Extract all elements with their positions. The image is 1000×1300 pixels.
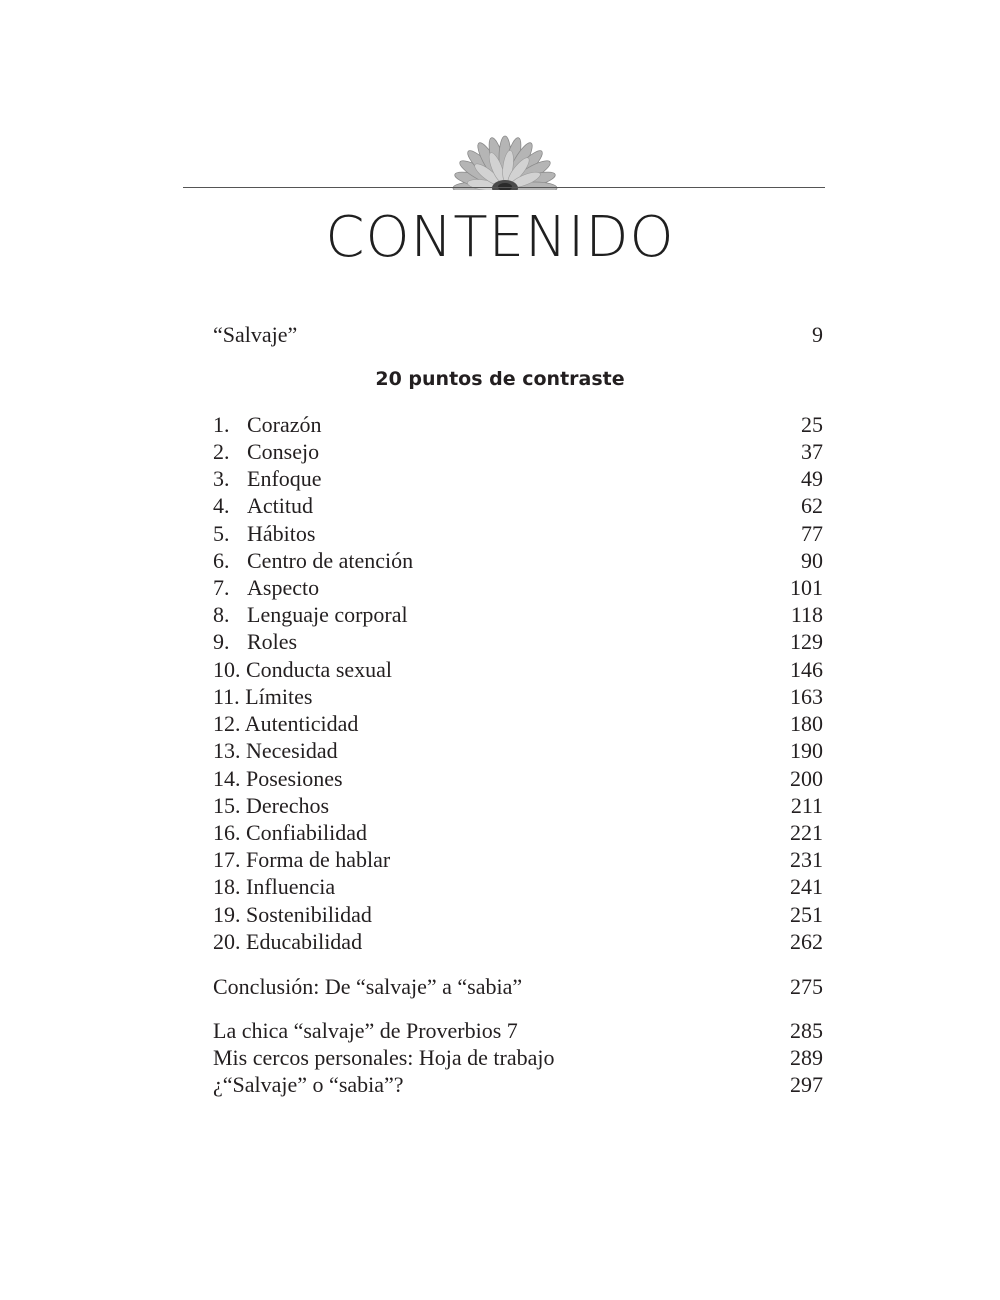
toc-entry-chapter [213,737,823,764]
toc-entry-label: Posesiones [246,766,343,791]
toc-entry-page: 37 [801,439,823,464]
toc-entry-chapter [213,683,823,710]
toc-entry-chapter [213,411,823,438]
toc-entry-page: 163 [790,684,823,709]
toc-entry-number: 7. [213,575,230,600]
toc-entry-chapter [213,465,823,492]
toc-entry-page: 251 [790,902,823,927]
toc-entry-number: 11. [213,684,240,709]
toc-entry-number: 2. [213,439,230,464]
toc-entry-chapter [213,656,823,683]
toc-entry-chapter [213,792,823,819]
toc-entry-chapter [213,628,823,655]
toc-entry-chapter [213,520,823,547]
toc-entry-appendix [213,1017,823,1044]
toc-entry-label: Confiabilidad [246,820,367,845]
toc-entry-label: Corazón [247,412,322,437]
toc-entry-label: Conducta sexual [246,657,393,682]
toc-entry-page: 62 [801,493,823,518]
toc-entry-page: 289 [790,1045,823,1070]
toc-entry-page: 200 [790,766,823,791]
toc-entry-number: 14. [213,766,241,791]
toc-entry-appendix [213,1044,823,1071]
toc-entry-page: 129 [790,629,823,654]
toc-entry-chapter [213,819,823,846]
page-title: CONTENIDO [325,205,675,270]
toc-entry-page: 180 [790,711,823,736]
toc-entry-page: 118 [790,602,823,627]
toc-entry-chapter [213,574,823,601]
toc-entry-label: Límites [245,684,313,709]
toc-entry-label: Conclusión: De “salvaje” a “sabia” [213,974,523,999]
toc-entry-number: 10. [213,657,241,682]
toc-entry-page: 49 [801,466,823,491]
toc-entry-page: 297 [790,1072,823,1097]
toc-entry-page: 231 [790,847,823,872]
toc-entry-page: 285 [790,1018,823,1043]
toc-entry-chapter [213,765,823,792]
toc-entry-number: 15. [213,793,241,818]
toc-entry-label: Influencia [246,874,336,899]
toc-entry-number: 1. [213,412,230,437]
toc-entry-label: Sostenibilidad [246,902,372,927]
toc-entry-label: “Salvaje” [213,322,298,347]
toc-entry-page: 221 [790,820,823,845]
toc-entry-chapter [213,901,823,928]
toc-entry-number: 19. [213,902,241,927]
toc-entry-number: 20. [213,929,241,954]
daisy-ornament-icon [449,134,561,190]
toc-entry-label: Aspecto [247,575,320,600]
toc-entry-page: 241 [790,874,823,899]
toc-entry-number: 13. [213,738,241,763]
toc-entry-page: 190 [790,738,823,763]
toc-entry-chapter [213,601,823,628]
toc-entry-number: 5. [213,521,230,546]
toc-entry-number: 18. [213,874,241,899]
toc-entry-chapter [213,928,823,955]
toc-entry-page: 262 [790,929,823,954]
toc-entry-page: 25 [801,412,823,437]
toc-entry-number: 12. [213,711,241,736]
toc-entry-intro [213,321,823,348]
toc-entry-number: 6. [213,548,230,573]
toc-entry-number: 9. [213,629,230,654]
toc-entry-number: 3. [213,466,230,491]
toc-entry-chapter [213,710,823,737]
header-rule [183,187,825,188]
toc-entry-label: Enfoque [247,466,322,491]
toc-entry-label: Centro de atención [247,548,414,573]
toc-entry-page: 275 [790,974,823,999]
toc-entry-label: Actitud [247,493,313,518]
toc-entry-page: 77 [801,521,823,546]
toc-entry-page: 211 [790,793,823,818]
toc-entry-chapter [213,438,823,465]
toc-entry-number: 16. [213,820,241,845]
toc-entry-chapter [213,492,823,519]
toc-entry-label: Roles [247,629,298,654]
toc-entry-label: Educabilidad [246,929,363,954]
toc-entry-chapter [213,873,823,900]
toc-entry-label: ¿“Salvaje” o “sabia”? [213,1072,404,1097]
toc-entry-label: Necesidad [246,738,338,763]
toc-entry-page: 146 [790,657,823,682]
toc-entry-label: Autenticidad [244,711,359,736]
section-heading: 20 puntos de contraste [375,368,625,390]
toc-entry-conclusion [213,973,823,1000]
toc-entry-appendix [213,1071,823,1098]
toc-entry-number: 8. [213,602,230,627]
toc-entry-label: Derechos [246,793,330,818]
toc-entry-number: 17. [213,847,241,872]
toc-entry-number: 4. [213,493,230,518]
toc-entry-label: La chica “salvaje” de Proverbios 7 [213,1018,518,1043]
toc-entry-label: Consejo [247,439,320,464]
toc-entry-label: Forma de hablar [246,847,391,872]
toc-entry-label: Lenguaje corporal [247,602,408,627]
toc-entry-chapter [213,547,823,574]
toc-entry-page: 101 [790,575,823,600]
toc-entry-label: Hábitos [247,521,316,546]
toc-entry-label: Mis cercos personales: Hoja de trabajo [213,1045,555,1070]
toc-entry-chapter [213,846,823,873]
toc-entry-page: 9 [812,322,823,347]
toc-entry-page: 90 [801,548,823,573]
